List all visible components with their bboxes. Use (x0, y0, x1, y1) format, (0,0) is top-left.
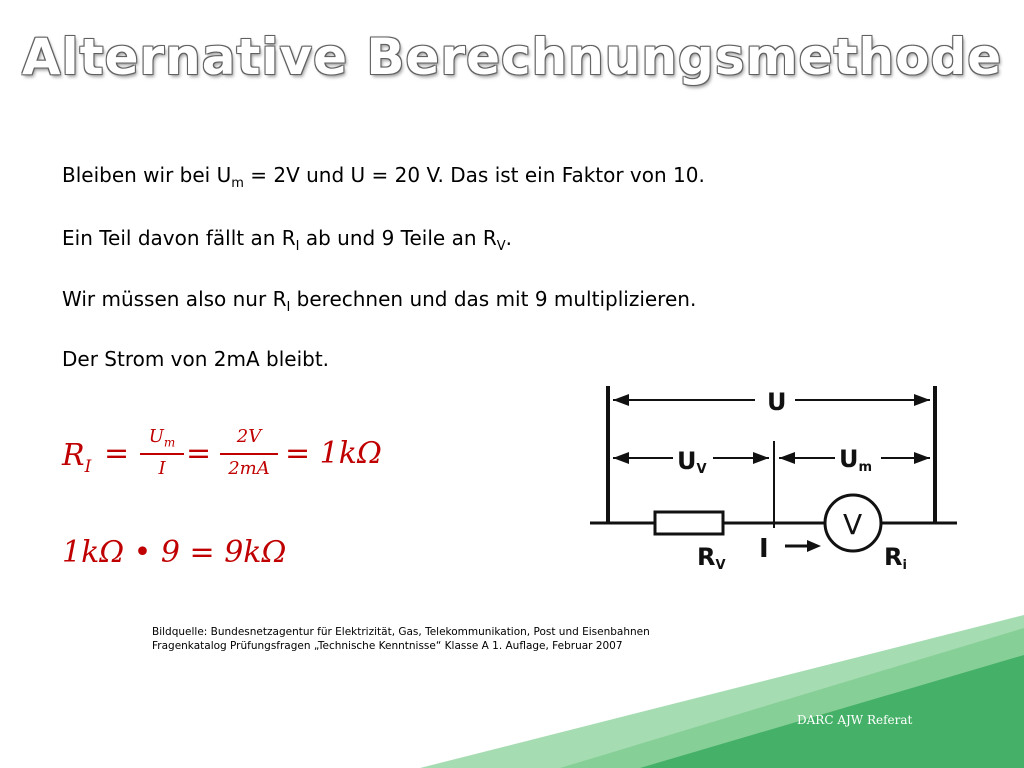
formula-equals-2: = (186, 436, 212, 471)
label-current: I (759, 534, 769, 564)
slide-title: Alternative Berechnungsmethode (21, 28, 1003, 86)
formula-result: = 1kΩ (285, 436, 382, 471)
label-rv: RV (697, 543, 726, 573)
label-u: U (767, 388, 787, 416)
image-source-note (152, 625, 650, 653)
paragraph-4: Der Strom von 2mA bleibt. (62, 347, 330, 371)
voltmeter-label: V (843, 508, 863, 541)
fraction-2v-over-2ma: 2V 2mA (220, 426, 278, 486)
label-ri: Ri (884, 543, 907, 573)
source-line-2: Fragenkatalog Prüfungsfragen „Technische Kenntnisse“ Klasse A 1. Auflage, Februar 2007 (152, 640, 623, 652)
formula-times-nine: 1kΩ • 9 = 9kΩ (62, 535, 287, 570)
circuit-diagram (585, 383, 965, 583)
paragraph-2: Ein Teil davon fällt an $R_I$ ab und 9 Teile an $R_V$. (62, 226, 513, 254)
source-line-1: Bildquelle: Bundesnetzagentur für Elektrizität, Gas, Telekommunikation, Post und Eisenbahnen (152, 626, 650, 638)
fraction-um-over-i: $U_m$ I (140, 426, 184, 486)
footer-text: DARC AJW Referat (797, 713, 913, 727)
paragraph-1: Bleiben wir bei $U_m = 2V$ und U = 20 V. Das ist ein Faktor von 10. (62, 163, 705, 191)
paragraph-3: Wir müssen also nur $R_I$ berechnen und das mit 9 multiplizieren. (62, 287, 697, 315)
formula-lhs: $R_I$ (62, 438, 92, 477)
label-um: Um (839, 445, 873, 475)
label-uv: UV (677, 447, 707, 477)
formula-equals-1: = (104, 436, 130, 471)
